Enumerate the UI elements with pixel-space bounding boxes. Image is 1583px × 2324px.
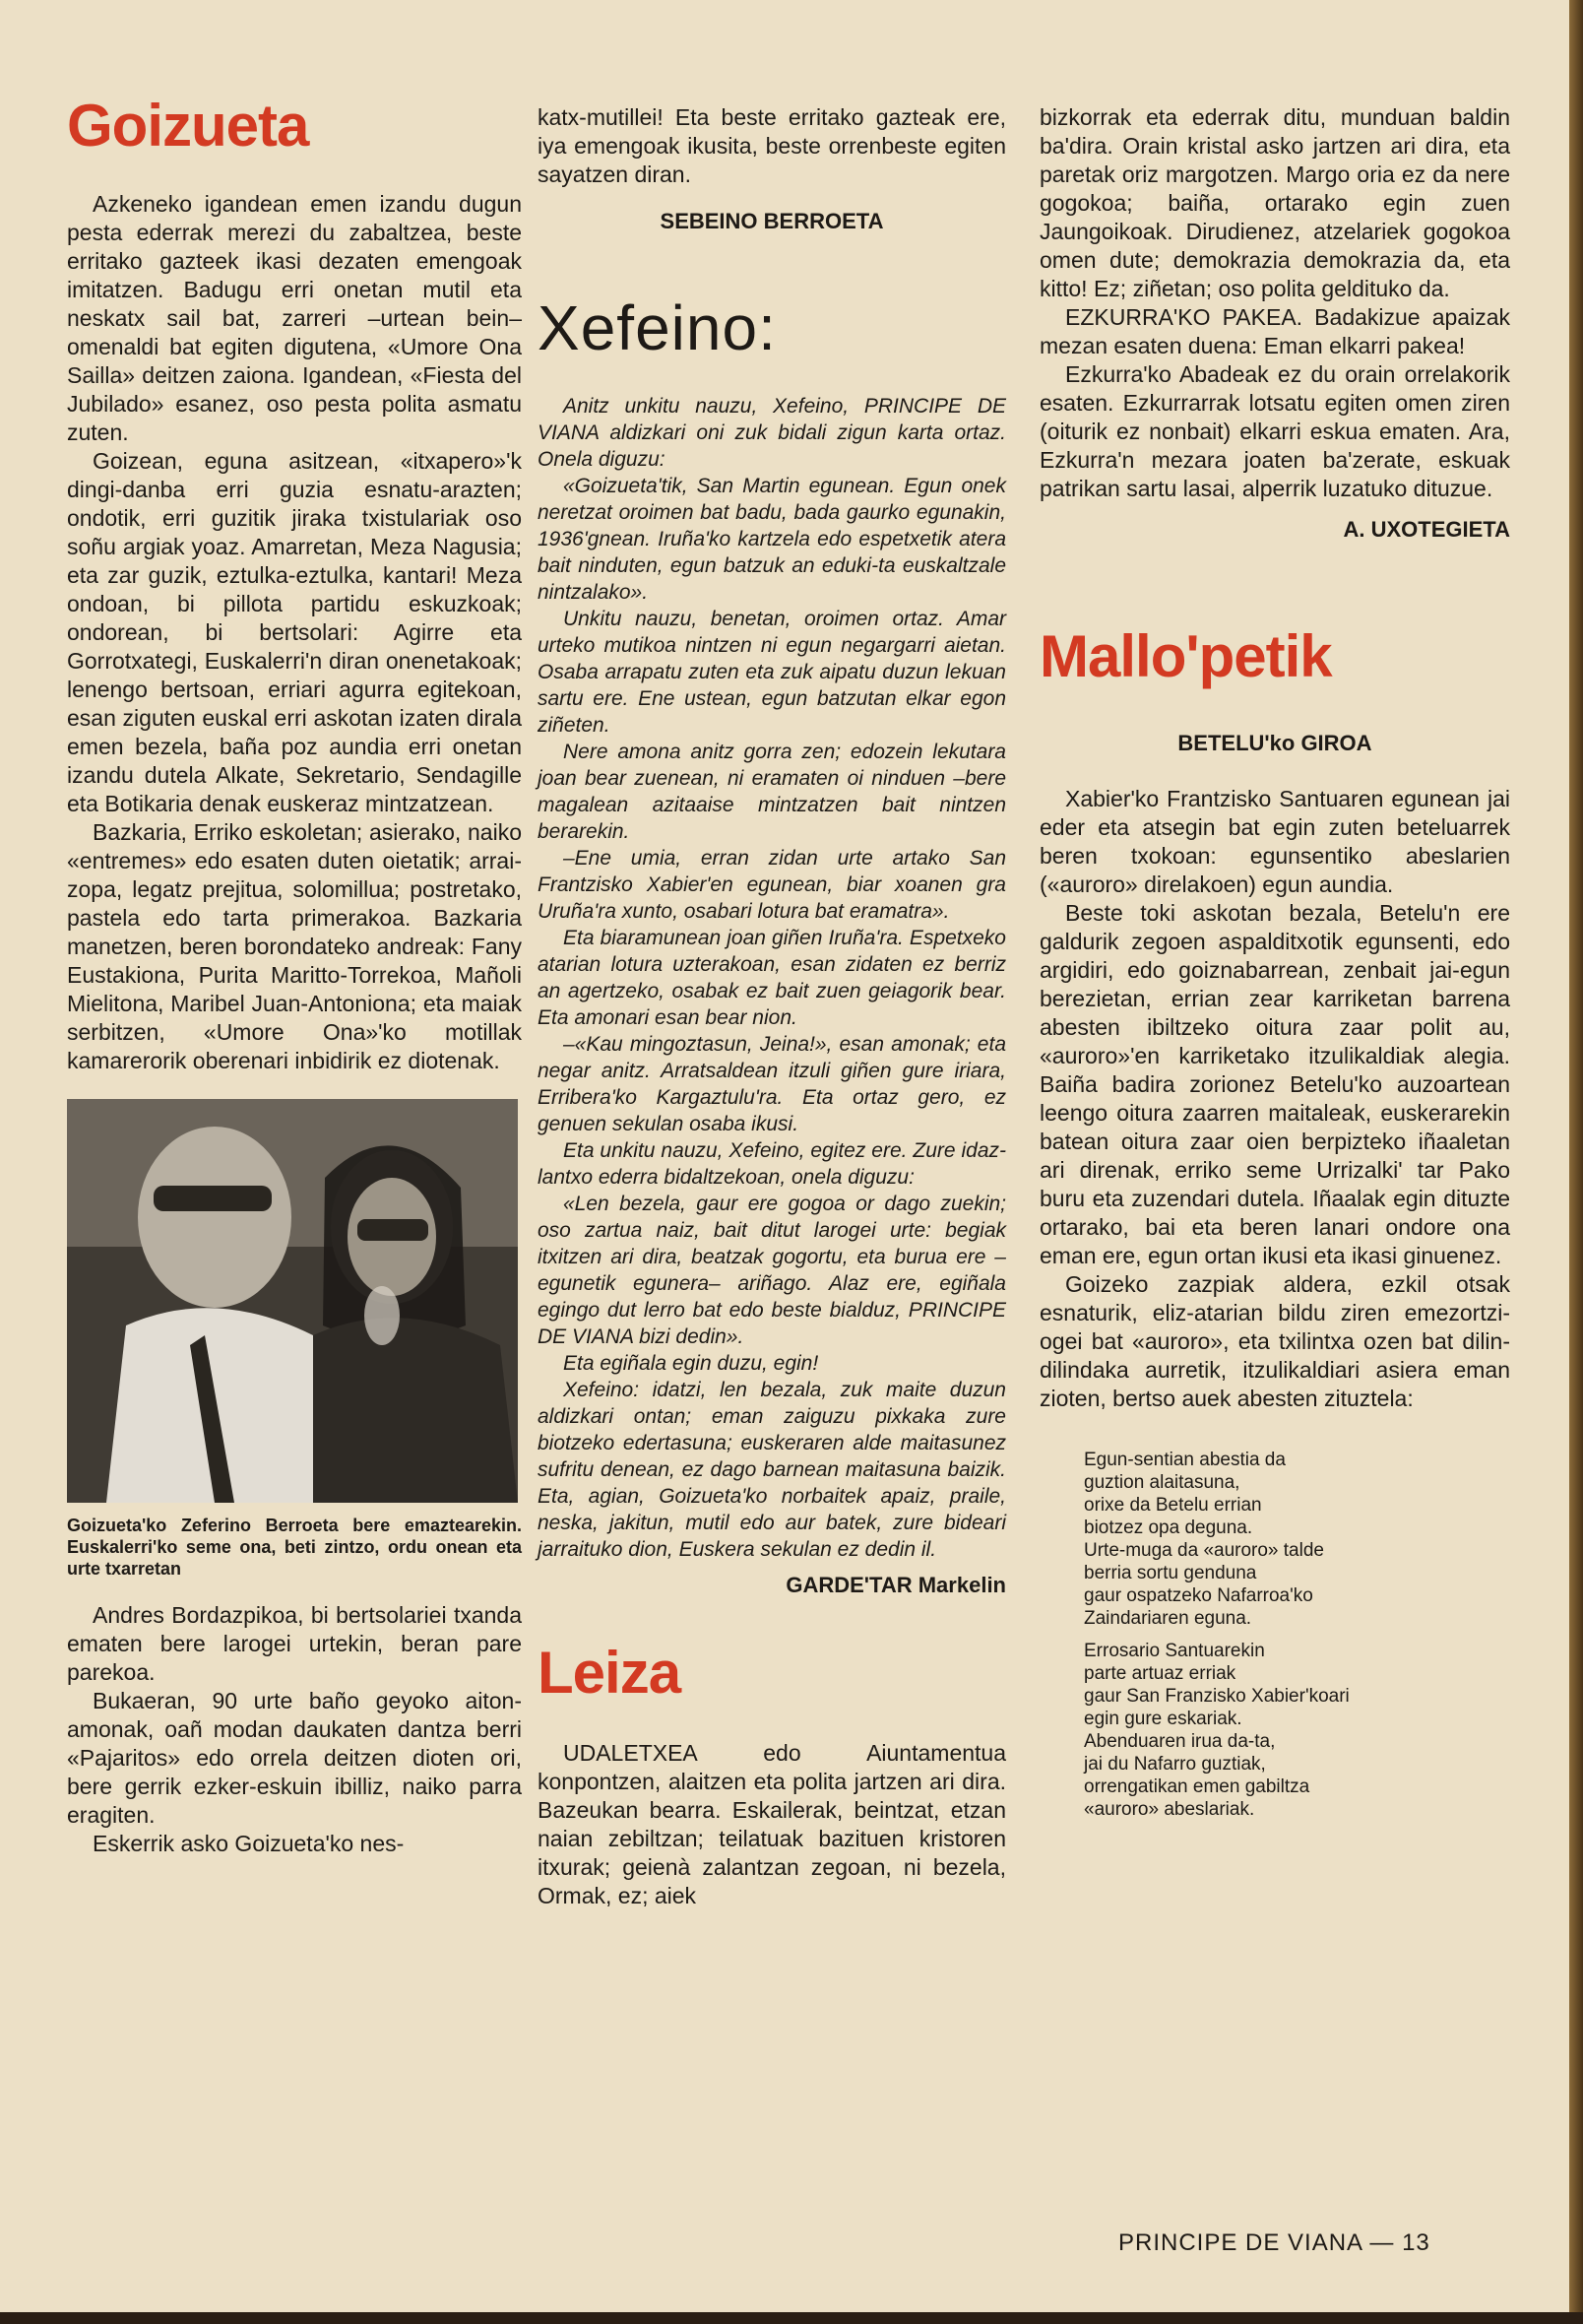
leiza-heading: Leiza: [538, 1640, 681, 1706]
column-goizueta: [67, 94, 522, 1858]
xefeino-paragraph: –«Kau mingoztasun, Jeina!», esan amonak; eta negar anitz. Arratsaldean itzuli giñen gure iriara, Erribera'ko Kargaztulu'ra. Eta ortaz gero, ez genuen sekulan osaba ikusi.: [538, 1033, 1006, 1135]
goizueta-paragraph-5: Bukaeran, 90 urte baño geyoko aiton-amonak, oañ modan daukaten dantza berri «Pajaritos» edo orrela deitzen dioten ori, bere gerrik ezker-eskuin ibilliz, naiko parra eragiten.: [67, 1688, 522, 1828]
poem-line: Egun-sentian abestia da: [1084, 1450, 1286, 1470]
goizueta-heading: Goizueta: [67, 93, 309, 159]
poem-line: «auroro» abeslariak.: [1084, 1799, 1255, 1820]
goizueta-paragraph-7: katx-mutillei! Eta beste erritako gazteak ere, iya emengoak ikusita, beste orrenbeste egiten sayatzen diran.: [538, 104, 1006, 187]
column-xefeino: [538, 103, 1006, 1910]
poem-line: orrengatikan emen gabiltza: [1084, 1776, 1310, 1797]
mallo-subtitle: BETELU'ko GIROA: [1177, 731, 1372, 755]
photo-caption: Goizueta'ko Zeferino Berroeta bere emaztearekin. Euskalerri'ko seme ona, beti zintzo, ordu onean eta urte txarretan: [67, 1516, 522, 1579]
xefeino-paragraph: Eta unkitu nauzu, Xefeino, egitez ere. Zure idaz-lantxo ederra bidaltzekoan, onela diguzu:: [538, 1139, 1006, 1189]
poem-stanza-1: [1084, 1449, 1510, 1630]
leiza-paragraph-2: bizkorrak eta ederrak ditu, munduan baldin ba'dira. Orain kristal asko jartzen ari dira, eta paretak oriz margotzen. Margo oria ez da nere gogokoa; baiña, ortarako egin zuen Jaungoikoak. Dirudienez, atzelariek gogokoa omen dute; demokrazia demokrazia da, eta kitto! Ez; ziñetan; oso polita geldituko da.: [1040, 104, 1510, 301]
xefeino-paragraph: Nere amona anitz gorra zen; edozein lekutara joan bear zuenean, ni eramaten oi ninduen –bere magalean azitaaise mintzatzen bait nintzen berarekin.: [538, 741, 1006, 843]
xefeino-paragraph: Unkitu nauzu, benetan, oroimen ortaz. Amar urteko mutikoa nintzen ni egun negargarri aietan. Osaba arrapatu zuten eta zuk aipatu duzun lekuan sartu ere. Ene ustean, egun batzutan elkar egon ziñeten.: [538, 608, 1006, 737]
leiza-signature: A. UXOTEGIETA: [1343, 517, 1510, 542]
page-footer: PRINCIPE DE VIANA — 13: [1118, 2229, 1430, 2256]
page-edge: [1569, 0, 1583, 2324]
poem-line: jai du Nafarro guztiak,: [1084, 1754, 1266, 1775]
poem-line: Errosario Santuarekin: [1084, 1641, 1265, 1661]
mallo-paragraph-1: Xabier'ko Frantzisko Santuaren egunean jai eder eta atsegin bat egin zuten beteluarrek beren txokoan: egunsentiko abeslarien («auroro» direlakoen) egun aundia.: [1040, 786, 1510, 897]
goizueta-paragraph-4: Andres Bordazpikoa, bi bertsolariei txanda ematen bere larogei urtekin, beran pare parekoa.: [67, 1602, 522, 1685]
xefeino-paragraph: Xefeino: idatzi, len bezala, zuk maite duzun aldizkari ontan; eman zaiguzu pixkaka zure biotzeko edertasuna; euskeraren alde maitasunez sufritu denean, ez dago barnean maitasuna baizik. Eta, agian, Goizueta'ko norbaitek apaiz, praile, neska, jakitun, mutil edo aur batek, zure bideari jarraituko dion, Euskera sekulan ez dedin il.: [538, 1379, 1006, 1561]
poem-line: Urte-muga da «auroro» talde: [1084, 1540, 1324, 1561]
goizueta-paragraph-2: Goizean, eguna asitzean, «itxapero»'k dingi-danba erri guzia esnatu-arazten; ondotik, erri guzitik jiraka txistulariak oso soñu argiak yoaz. Amarretan, Meza Nagusia; eta zar guzik, eztulka-eztulka, kantari! Meza ondoan, bi pillota partidu eskuzkoak; ondorean, bi bertsolari: Agirre eta Gorrotxategi, Euskalerri'n diran onenetakoak; lenengo bertsoan, erriari agurra egitekoan, esan ziguten euskal erri askotan izaten dirala emen bezela, baña poz aundia erri onetan izandu dutela Alkate, Sekretario, Sendagille eta Botikaria denak euskeraz mintzatzean.: [67, 448, 522, 816]
poem-line: Zaindariaren eguna.: [1084, 1608, 1252, 1629]
poem-line: berria sortu genduna: [1084, 1563, 1257, 1583]
leiza-paragraph-1: UDALETXEA edo Aiuntamentua konpontzen, alaitzen eta polita jartzen ari dira. Bazeukan bearra. Eskailerak, beintzat, etzan naian zebiltzan; teilatuak bazituen kristoren itxurak; geienà zalantzan zegoan, ni bezela, Ormak, ez; aiek: [538, 1740, 1006, 1908]
mallo-paragraph-2: Beste toki askotan bezala, Betelu'n ere galdurik zegoen aspalditxotik egunsenti, edo argidiri, edo goiznabarrean, zenbait jai-egun berezietan, errian zear karriketan barrena abesten ibiltzeko oitura zaar polit au, «auroro»'en karriketako itzulikaldiak alegia. Baiña badira zorionez Betelu'ko auzoartean leengo oitura zaarren maitaleak, euskerarekin batean oitura zaar oien berpizteko iñaaletan ari direnak, erriko seme Urrizalki' tar Pako buru eta zuzendari dutela. Iñaalak egin dituzte ortarako, bai eta beren lanari ondore ona eman ere, egun ortan ikusi eta ikasi ginuenez.: [1040, 900, 1510, 1268]
goizueta-paragraph-1: Azkeneko igandean emen izandu dugun pesta ederrak merezi du zabaltzea, beste erritako gazteek ikasi dezaten emengoak imitatzen. Badugu erri onetan mutil eta neskatx sail bat, zarreri –urtean bein– omenaldi bat egiten digutena, «Umore Ona Sailla» deitzen zaiona. Igandean, «Fiesta del Jubilado» esanez, oso pesta polita asmatu zuten.: [67, 191, 522, 445]
mallo-heading: Mallo'petik: [1040, 623, 1332, 689]
couple-photo: [67, 1099, 518, 1503]
poem-line: Abenduaren irua da-ta,: [1084, 1731, 1276, 1752]
poem-stanza-2: [1084, 1640, 1510, 1821]
poem-line: gaur ospatzeko Nafarroa'ko: [1084, 1585, 1313, 1606]
leiza-paragraph-3: EZKURRA'KO PAKEA. Badakizue apaizak mezan esaten duena: Eman elkarri pakea!: [1040, 304, 1510, 358]
xefeino-paragraph: «Len bezela, gaur ere gogoa or dago zuekin; oso zartua naiz, bait ditut larogei urte: begiak itxitzen ari dira, beatzak gogortu, eta burua ere –egunetik egunera– ariñago. Alaz ere, egiñala egingo dut lerro bat edo beste bialduz, PRINCIPE DE VIANA bizi dedin».: [538, 1193, 1006, 1348]
xefeino-paragraph: Eta biaramunean joan giñen Iruña'ra. Espetxeko atarian lotura uzterakoan, esan zidaten ez berriz an agertzeko, osabak ez bait zuen geiagorik bear. Eta amonari esan bear nion.: [538, 927, 1006, 1029]
mallo-paragraph-3: Goizeko zazpiak aldera, ezkil otsak esnaturik, eliz-atarian bildu ziren emezortzi-ogei bat «auroro», eta txilintxa ozen bat dilin-dilindaka aurretik, itzulikaldiari asiera eman zioten, bertso auek abesten zituztela:: [1040, 1271, 1510, 1411]
column-mallo: [1040, 103, 1510, 1821]
xefeino-paragraph: «Goizueta'tik, San Martin egunean. Egun onek neretzat oroimen bat badu, bada gaurko egunakin, 1936'gnean. Iruña'ko kartzela edo espetxetik atera bait ninduten, egun batzuk an eduki-ta euskaltzale nintzalako».: [538, 475, 1006, 604]
xefeino-heading: Xefeino:: [538, 292, 777, 363]
leiza-paragraph-4: Ezkurra'ko Abadeak ez du orain orrelakorik esaten. Ezkurrarrak lotsatu egiten omen ziren (oiturik ez nonbait) elkarri eskua ematen. Ara, Ezkurra'n mezara joaten ba'zerate, eskuak patrikan sartu lasai, alperrik luzatuko dituzue.: [1040, 361, 1510, 501]
goizueta-paragraph-6: Eskerrik asko Goizueta'ko nes-: [93, 1831, 405, 1856]
xefeino-paragraph: Anitz unkitu nauzu, Xefeino, PRINCIPE DE VIANA aldizkari oni zuk bidali zigun karta ortaz. Onela diguzu:: [538, 395, 1006, 471]
poem-line: parte artuaz erriak: [1084, 1663, 1236, 1684]
poem-line: egin gure eskariak.: [1084, 1709, 1242, 1729]
xefeino-paragraph: –Ene umia, erran zidan urte artako San Frantzisko Xabier'en egunean, biar xoanen gra Uruña'ra xunto, osabari lotura bat eramatra».: [538, 847, 1006, 923]
page-bottom-edge: [0, 2312, 1583, 2324]
xefeino-signature: GARDE'TAR Markelin: [786, 1573, 1006, 1597]
goizueta-signature: SEBEINO BERROETA: [660, 209, 884, 233]
goizueta-paragraph-3: Bazkaria, Erriko eskoletan; asierako, naiko «entremes» edo esaten duten oietatik; arrai-zopa, legatz prejitua, solomillua; postretako, pastela edo tarta primerakoa. Bazkaria manetzen, beren borondateko andreak: Fany Eustakiona, Purita Maritto-Torrekoa, Mañoli Mielitona, Maribel Juan-Antoniona; eta maiak serbitzen, «Umore Ona»'ko motillak kamarerorik oberenari inbidirik ez diotenak.: [67, 819, 522, 1073]
xefeino-paragraph: Eta egiñala egin duzu, egin!: [563, 1352, 819, 1375]
photo-image: [67, 1099, 518, 1503]
poem-line: biotzez opa deguna.: [1084, 1517, 1253, 1538]
poem-line: guztion alaitasuna,: [1084, 1472, 1240, 1493]
poem-line: orixe da Betelu errian: [1084, 1495, 1262, 1516]
poem-line: gaur San Franzisko Xabier'koari: [1084, 1686, 1350, 1707]
